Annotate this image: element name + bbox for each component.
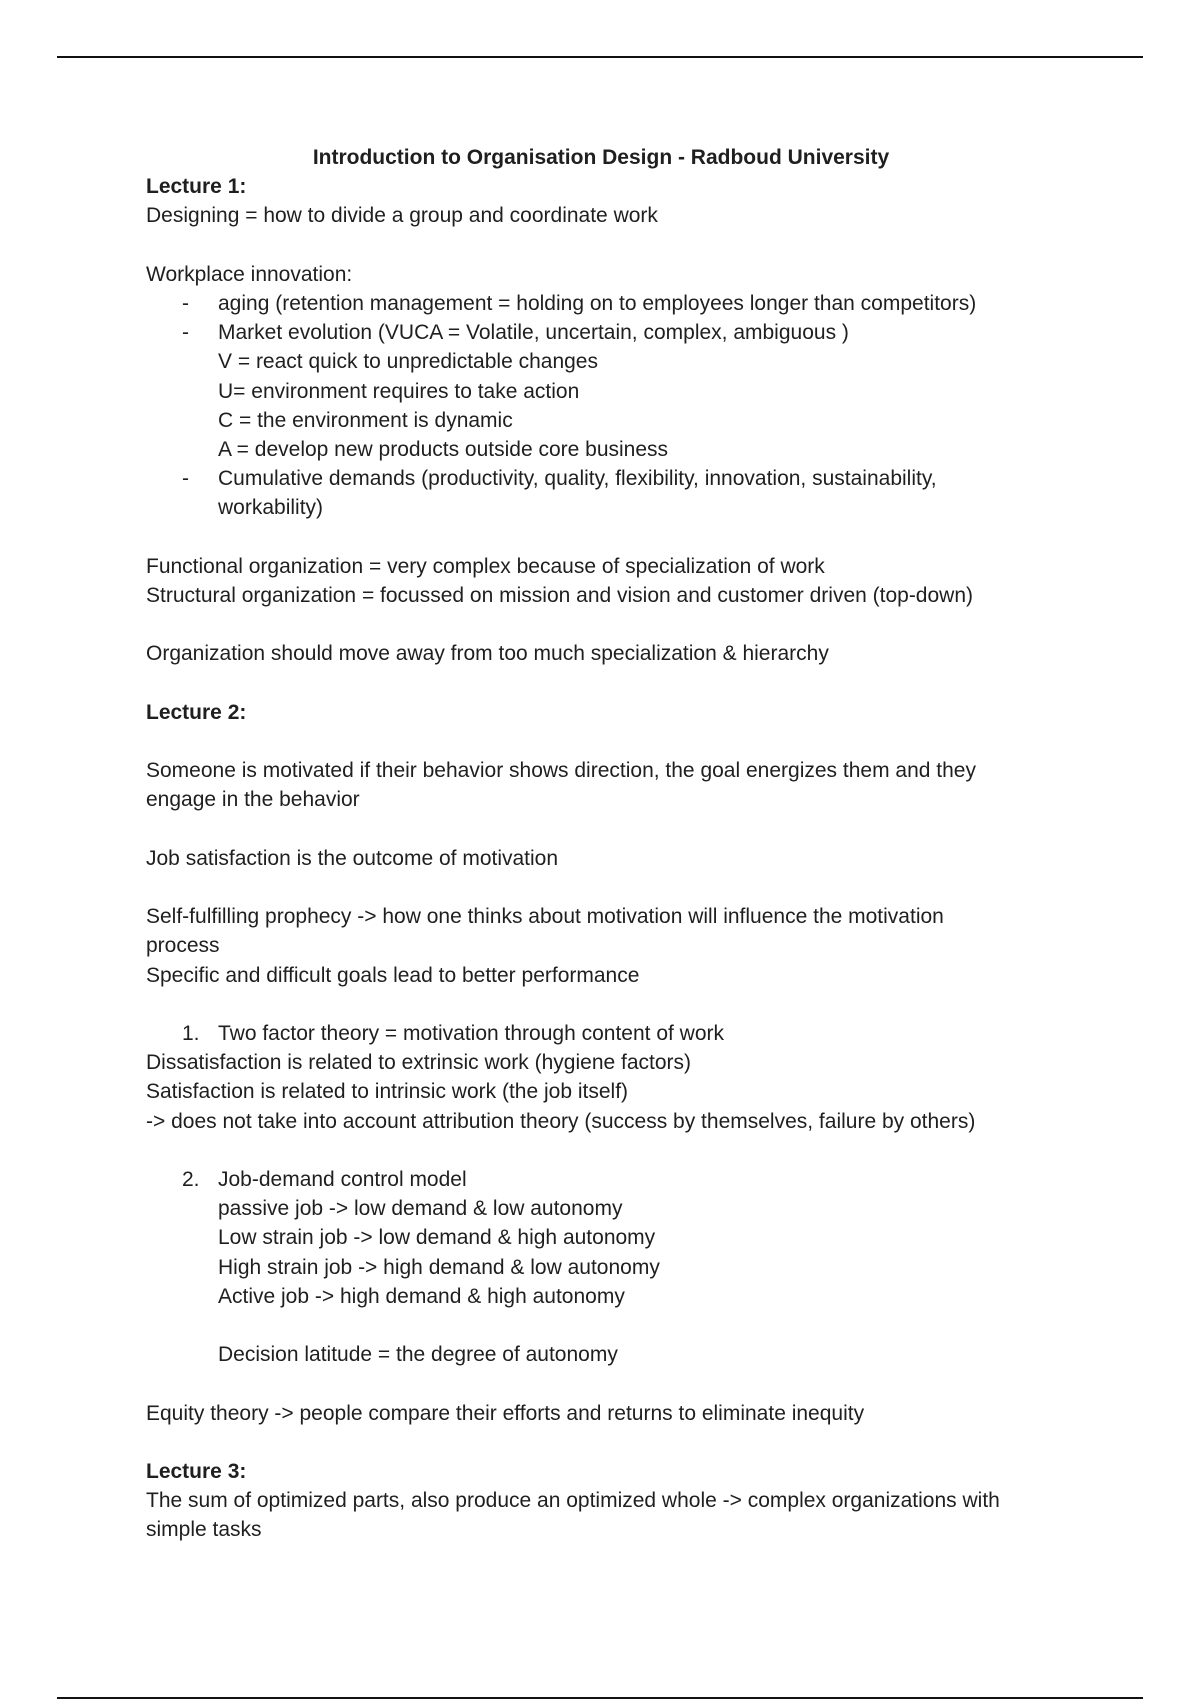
bullet-dash: - [182,467,189,491]
bottom-rule [57,1697,1143,1699]
goals-line: Specific and difficult goals lead to better performance [146,963,640,987]
numbered-item-text: Job-demand control model [218,1167,467,1191]
job-type-line: Low strain job -> low demand & high autonomy [218,1226,656,1250]
satisfaction-line: Satisfaction is related to intrinsic work (the job itself) [146,1080,629,1104]
vuca-line: C = the environment is dynamic [218,408,513,432]
equity-theory-line: Equity theory -> people compare their efforts and returns to eliminate inequity [146,1401,865,1425]
numbered-item [146,1165,1086,1194]
list-item [146,289,1086,318]
numbered-item-text: Two factor theory = motivation through content of work [218,1021,725,1045]
list-item [146,464,1086,493]
document-title: Introduction to Organisation Design - Radboud University [312,146,890,169]
vuca-line: A = develop new products outside core business [218,438,669,462]
job-type-line: High strain job -> high demand & low autonomy [218,1255,660,1279]
attribution-line: -> does not take into account attribution theory (success by themselves, failure by others) [146,1109,976,1133]
decision-latitude-line: Decision latitude = the degree of autonomy [218,1343,618,1367]
bullet-text: Market evolution (VUCA = Volatile, uncertain, complex, ambiguous ) [218,321,849,345]
self-fulfilling-prophecy: Self-fulfilling prophecy -> how one thinks about motivation will influence the motivation [146,905,944,929]
lecture-3-heading: Lecture 3: [146,1459,247,1483]
vuca-line: U= environment requires to take action [218,379,580,403]
top-rule [57,56,1143,58]
functional-organization: Functional organization = very complex because of specialization of work [146,554,825,578]
job-type-line: passive job -> low demand & low autonomy [218,1197,623,1221]
vuca-line: V = react quick to unpredictable changes [218,350,598,374]
list-item [146,318,1086,347]
bullet-dash: - [182,321,189,345]
job-satisfaction-line: Job satisfaction is the outcome of motivation [146,846,559,870]
bullet-text: aging (retention management = holding on to employees longer than competitors) [218,292,977,315]
motivation-definition-cont: engage in the behavior [146,788,360,812]
structural-organization: Structural organization = focussed on mission and vision and customer driven (top-down) [146,584,974,608]
optimized-parts-line: The sum of optimized parts, also produce an optimized whole -> complex organizations with [146,1489,1000,1513]
bullet-text: Cumulative demands (productivity, quality, flexibility, innovation, sustainability, [218,467,937,491]
item-number: 2. [182,1167,200,1191]
document-body [146,143,1086,1545]
bullet-dash: - [182,292,189,315]
dissatisfaction-line: Dissatisfaction is related to extrinsic work (hygiene factors) [146,1051,692,1075]
job-type-line: Active job -> high demand & high autonomy [218,1284,625,1308]
item-number: 1. [182,1021,200,1045]
bullet-continuation: workability) [218,496,324,520]
designing-definition: Designing = how to divide a group and coordinate work [146,204,658,228]
self-fulfilling-prophecy-cont: process [146,934,220,958]
move-away-statement: Organization should move away from too much specialization & hierarchy [146,642,829,666]
workplace-innovation-label: Workplace innovation: [146,262,353,286]
optimized-parts-line-cont: simple tasks [146,1518,262,1542]
motivation-definition: Someone is motivated if their behavior shows direction, the goal energizes them and they [146,759,976,783]
lecture-1-heading: Lecture 1: [146,175,247,199]
numbered-item [146,1019,1086,1048]
lecture-2-heading: Lecture 2: [146,700,247,724]
